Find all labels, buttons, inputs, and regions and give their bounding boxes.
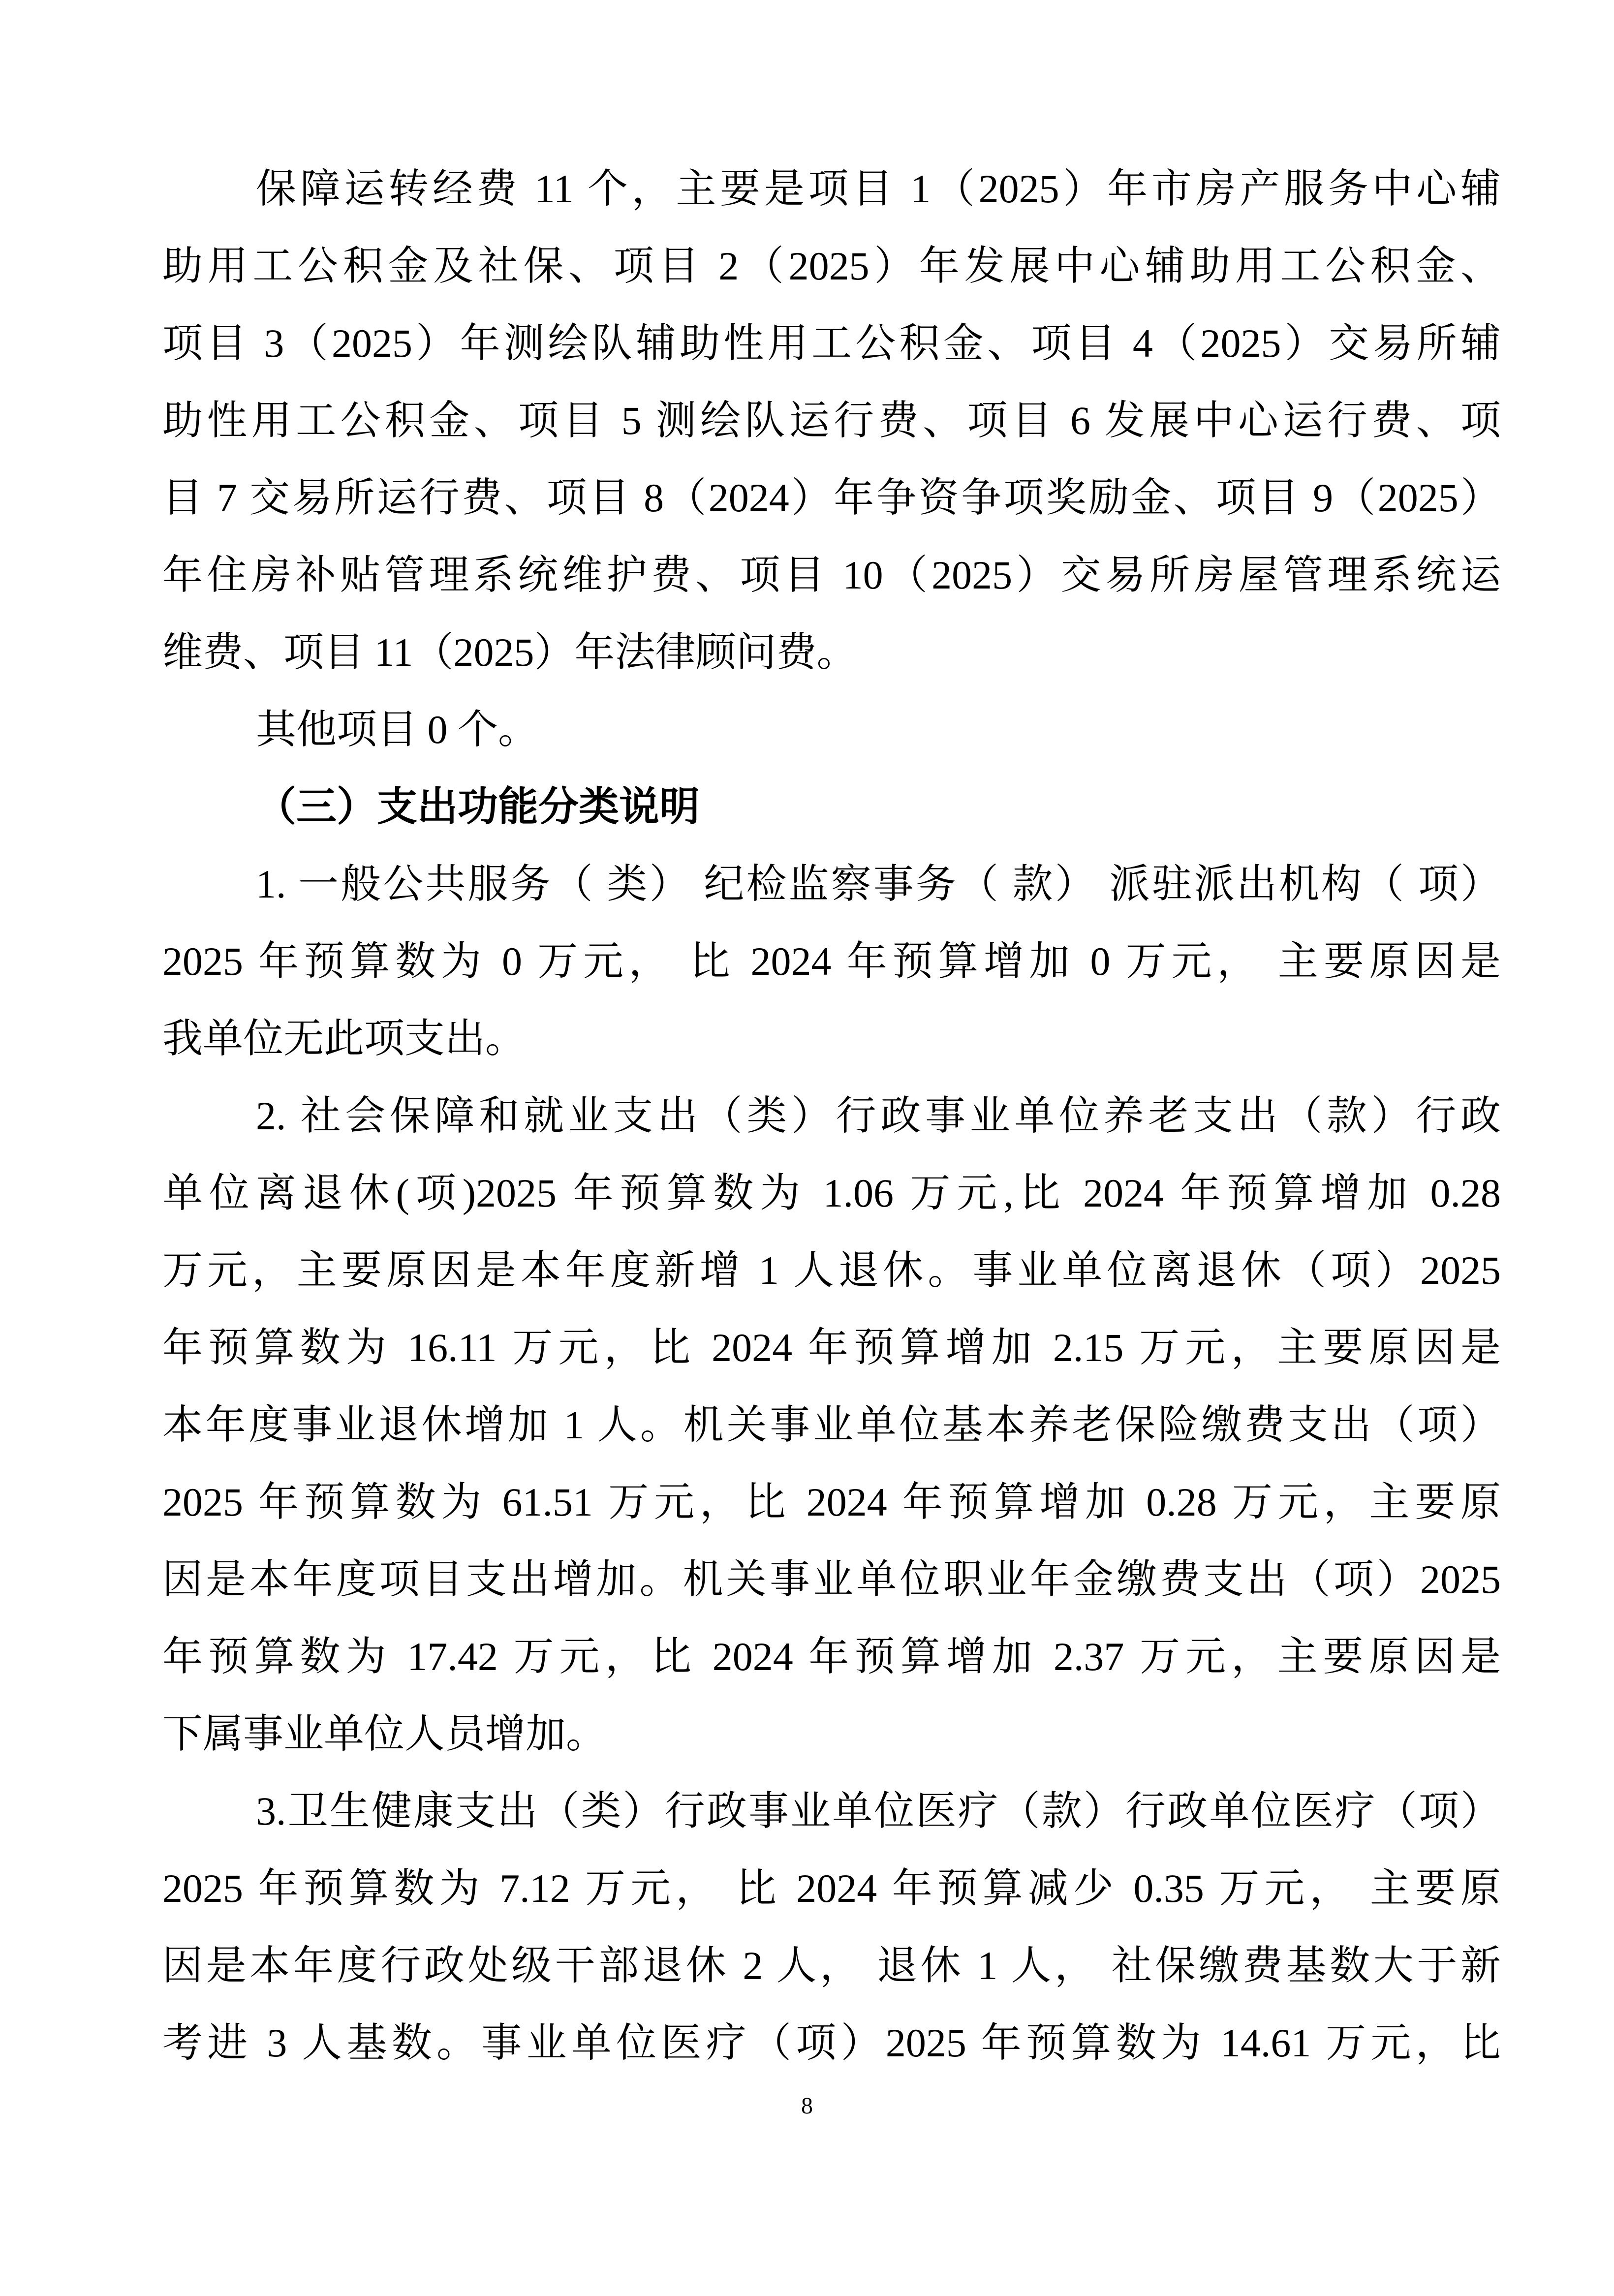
text-line: 维费、项目 11（2025）年法律顾问费。 bbox=[162, 630, 857, 675]
text-line: 目 7 交易所运行费、项目 8（2024）年争资争项奖励金、项目 9（2025） bbox=[162, 475, 1501, 520]
text-line: 年住房补贴管理系统维护费、项目 10（2025）交易所房屋管理系统运 bbox=[162, 553, 1501, 597]
page-number: 8 bbox=[801, 2093, 813, 2119]
text-line: 助用工公积金及社保、项目 2（2025）年发展中心辅助用工公积金、 bbox=[162, 244, 1501, 288]
text-line: 我单位无此项支出。 bbox=[162, 1016, 526, 1061]
text-line: 年预算数为 16.11 万元，比 2024 年预算增加 2.15 万元，主要原因是 bbox=[162, 1325, 1501, 1370]
text-line: 项目 3（2025）年测绘队辅助性用工公积金、项目 4（2025）交易所辅 bbox=[162, 321, 1501, 366]
text-line: 其他项目 0 个。 bbox=[256, 707, 539, 752]
text-line: 本年度事业退休增加 1 人。机关事业单位基本养老保险缴费支出（项） bbox=[162, 1402, 1501, 1447]
text-line: 年预算数为 17.42 万元，比 2024 年预算增加 2.37 万元，主要原因是 bbox=[162, 1634, 1501, 1679]
text-line: 2. 社会保障和就业支出（类）行政事业单位养老支出（款）行政 bbox=[256, 1093, 1501, 1138]
section-heading: （三）支出功能分类说明 bbox=[256, 784, 700, 829]
text-line: 1. 一般公共服务（ 类） 纪检监察事务（ 款） 派驻派出机构（ 项） bbox=[256, 862, 1501, 906]
document-body bbox=[162, 150, 1501, 2081]
text-line: 2025 年预算数为 61.51 万元，比 2024 年预算增加 0.28 万元，主要原 bbox=[162, 1480, 1501, 1524]
text-line: 2025 年预算数为 0 万元， 比 2024 年预算增加 0 万元， 主要原因是 bbox=[162, 939, 1501, 984]
text-line: 2025 年预算数为 7.12 万元， 比 2024 年预算减少 0.35 万元， 主要原 bbox=[162, 1866, 1501, 1911]
text-line: 下属事业单位人员增加。 bbox=[162, 1711, 607, 1756]
text-line: 单位离退休(项)2025 年预算数为 1.06 万元,比 2024 年预算增加 0.28 bbox=[162, 1171, 1501, 1215]
text-line: 3.卫生健康支出（类）行政事业单位医疗（款）行政单位医疗（项） bbox=[256, 1789, 1501, 1833]
text-line: 考进 3 人基数。事业单位医疗（项）2025 年预算数为 14.61 万元，比 bbox=[162, 2020, 1501, 2065]
text-line: 因是本年度项目支出增加。机关事业单位职业年金缴费支出（项）2025 bbox=[162, 1557, 1501, 1602]
text-line: 保障运转经费 11 个，主要是项目 1（2025）年市房产服务中心辅 bbox=[256, 166, 1501, 211]
text-line: 万元，主要原因是本年度新增 1 人退休。事业单位离退休（项）2025 bbox=[162, 1248, 1501, 1293]
text-line: 助性用工公积金、项目 5 测绘队运行费、项目 6 发展中心运行费、项 bbox=[162, 398, 1501, 443]
text-line: 因是本年度行政处级干部退休 2 人， 退休 1 人， 社保缴费基数大于新 bbox=[162, 1943, 1501, 1988]
